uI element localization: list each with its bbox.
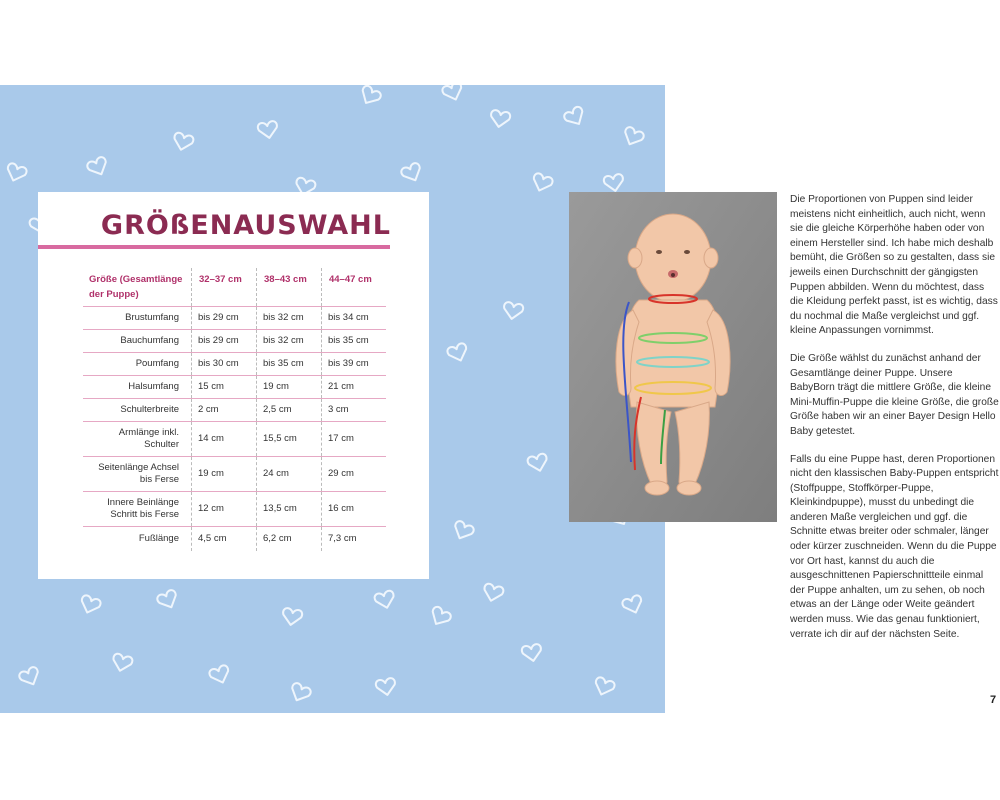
row-value: 13,5 cm [257, 492, 322, 527]
doll-photo [569, 192, 777, 522]
row-value: 3 cm [322, 399, 387, 422]
row-value: 7,3 cm [322, 527, 387, 552]
row-label: Innere Beinlänge Schritt bis Ferse [83, 492, 192, 527]
row-label: Brustumfang [83, 307, 192, 330]
table-header-size: Größe (Gesamtlänge der Puppe) [83, 268, 192, 307]
table-row [83, 399, 386, 422]
table-row [83, 492, 386, 527]
table-row [83, 457, 386, 492]
row-label: Bauchumfang [83, 330, 192, 353]
table-row [83, 422, 386, 457]
row-value: 17 cm [322, 422, 387, 457]
table-row [83, 353, 386, 376]
row-value: 2 cm [192, 399, 257, 422]
row-value: 15,5 cm [257, 422, 322, 457]
paragraph: Die Proportionen von Puppen sind leider meistens nicht einheitlich, auch nicht, wenn sie die gleiche Körperhöhe haben oder von einem Hersteller sind. Ich habe mich deshalb bemüht, die Größen so zu gestalten, dass sie jeweils einen Durchschnitt der gängigsten Puppen abbilden. Wenn du möchtest, dass die Kleidung perfekt passt, ist es wichtig, dass du nochmal die Maße vergleichst und ggf. kleine Anpassungen vornimmst. [790, 194, 998, 337]
row-value: 24 cm [257, 457, 322, 492]
row-value: bis 32 cm [257, 330, 322, 353]
row-value: bis 39 cm [322, 353, 387, 376]
size-table-card [38, 192, 429, 579]
title-accent-bar [38, 245, 390, 249]
row-label: Halsumfang [83, 376, 192, 399]
table-header-medium: 38–43 cm [257, 268, 322, 307]
row-value: 19 cm [192, 457, 257, 492]
table-header-large: 44–47 cm [322, 268, 387, 307]
row-value: 6,2 cm [257, 527, 322, 552]
paragraph: Die Größe wählst du zunächst anhand der Gesamtlänge deiner Puppe. Unsere BabyBorn trägt die mittlere Größe, die kleine Mini-Muffin-Puppe die kleine Größe, die große Größe haben wir an einer Bayer Design Hello Baby getestet. [790, 352, 999, 437]
row-value: 2,5 cm [257, 399, 322, 422]
article-text [790, 193, 1000, 655]
page-number: 7 [990, 694, 997, 706]
row-label: Fußlänge [138, 533, 179, 544]
row-label: Armlänge inkl. Schulter [83, 422, 192, 457]
row-label: Seitenlänge Achsel bis Ferse [83, 457, 192, 492]
row-value: 14 cm [192, 422, 257, 457]
row-value: 19 cm [257, 376, 322, 399]
table-row [83, 527, 386, 552]
row-label: Poumfang [83, 353, 192, 376]
row-value: bis 30 cm [192, 353, 257, 376]
table-row [83, 307, 386, 330]
row-value: 4,5 cm [192, 527, 257, 552]
table-header-row [83, 268, 386, 307]
card-title: GRÖßENAUSWAHL [100, 210, 391, 241]
doll-illustration [569, 192, 777, 522]
size-table [83, 268, 386, 551]
row-label: Schulterbreite [83, 399, 192, 422]
row-value: bis 34 cm [322, 307, 387, 330]
row-value: bis 32 cm [257, 307, 322, 330]
table-row [83, 330, 386, 353]
row-value: 21 cm [322, 376, 387, 399]
table-header-small: 32–37 cm [192, 268, 257, 307]
row-value: 29 cm [322, 457, 387, 492]
table-row [83, 376, 386, 399]
paragraph: Falls du eine Puppe hast, deren Proportionen nicht den klassischen Baby-Puppen entspricht (Stoffpuppe, Stoffkörper-Puppe, Kleinkindpuppe), musst du unbedingt die anderen Maße vergleichen und ggf. die Schnitte etwas breiter oder schmaler, länger oder kürzer zuschneiden. Wenn du die Puppe vor Ort hast, kannst du auch die ausgeschnittenen Papierschnittteile einmal der Puppe anhalten, um zu sehen, ob noch etwas an der Länge oder Weite geändert werden muss. Wie das genau funktioniert, verrate ich dir auf der nächsten Seite. [790, 453, 999, 640]
row-value: 15 cm [192, 376, 257, 399]
row-value: bis 35 cm [322, 330, 387, 353]
row-value: 12 cm [192, 492, 257, 527]
row-value: bis 29 cm [192, 307, 257, 330]
row-value: bis 29 cm [192, 330, 257, 353]
row-value: bis 35 cm [257, 353, 322, 376]
row-value: 16 cm [322, 492, 387, 527]
